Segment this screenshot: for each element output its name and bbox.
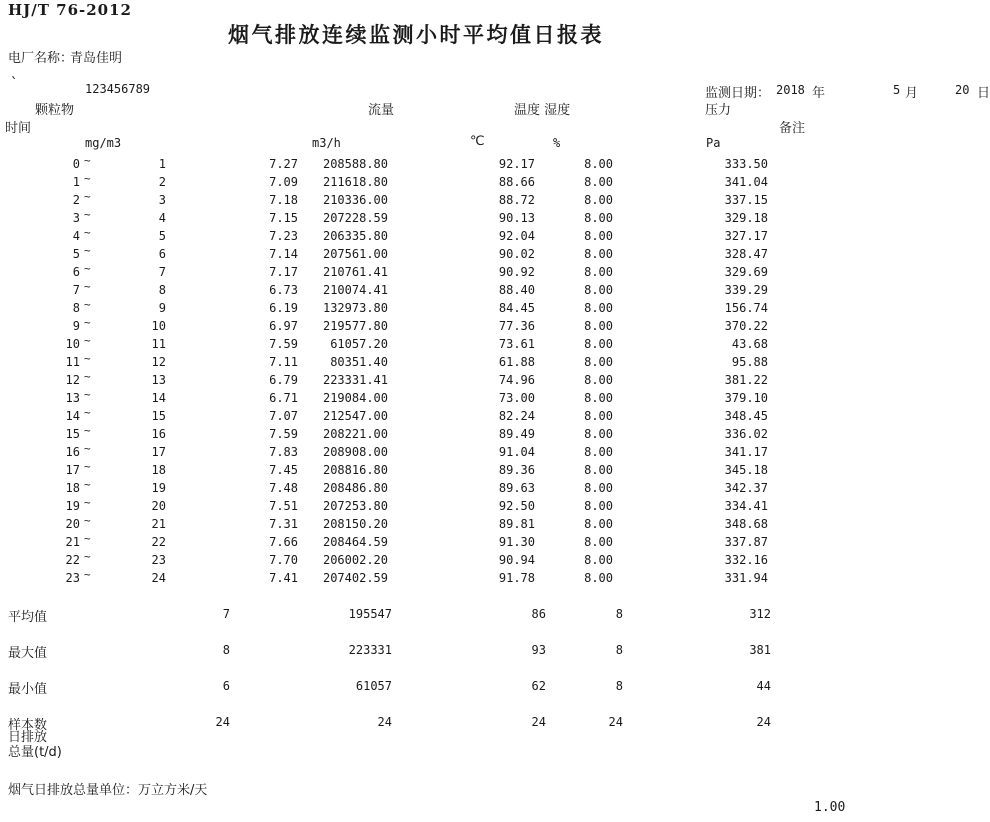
table-row <box>0 478 990 496</box>
pm-value-cell: 7.15 <box>269 211 298 225</box>
range-tilde: ~ <box>84 154 91 167</box>
temp-value-cell: 89.81 <box>498 517 535 531</box>
range-tilde: ~ <box>84 424 91 437</box>
table-row <box>0 460 990 478</box>
humidity-value-cell: 8.00 <box>584 157 613 171</box>
temp-value-cell: 89.36 <box>498 463 535 477</box>
pressure-value-cell: 43.68 <box>731 337 768 351</box>
temp-value-cell: 90.13 <box>498 211 535 225</box>
column-header-remark: 备注 <box>779 121 806 136</box>
humidity-value-cell: 8.00 <box>584 535 613 549</box>
summary-humidity-cell: 8 <box>615 643 623 657</box>
pm-value-cell: 7.11 <box>269 355 298 369</box>
pm-value-cell: 7.17 <box>269 265 298 279</box>
range-tilde: ~ <box>84 532 91 545</box>
temp-value-cell: 82.24 <box>498 409 535 423</box>
pressure-value-cell: 329.69 <box>724 265 768 279</box>
temp-value-cell: 90.94 <box>498 553 535 567</box>
humidity-value-cell: 8.00 <box>584 481 613 495</box>
table-row <box>0 532 990 550</box>
range-tilde: ~ <box>84 478 91 491</box>
flow-value-cell: 61057.20 <box>330 337 388 351</box>
table-row <box>0 370 990 388</box>
flow-value-cell: 80351.40 <box>330 355 388 369</box>
pm-value-cell: 7.59 <box>269 427 298 441</box>
hour-start-cell: 16 <box>65 445 80 459</box>
hour-start-cell: 11 <box>65 355 80 369</box>
range-tilde: ~ <box>84 388 91 401</box>
flow-value-cell: 207561.00 <box>322 247 388 261</box>
table-row <box>0 244 990 262</box>
flow-value-cell: 219577.80 <box>322 319 388 333</box>
temp-value-cell: 88.72 <box>498 193 535 207</box>
hour-end-cell: 7 <box>158 265 166 279</box>
hour-start-cell: 0 <box>72 157 80 171</box>
temp-value-cell: 92.50 <box>498 499 535 513</box>
flow-value-cell: 211618.80 <box>322 175 388 189</box>
hour-start-cell: 1 <box>72 175 80 189</box>
temp-value-cell: 89.63 <box>498 481 535 495</box>
hour-end-cell: 2 <box>158 175 166 189</box>
humidity-value-cell: 8.00 <box>584 211 613 225</box>
temp-value-cell: 88.40 <box>498 283 535 297</box>
flow-value-cell: 208464.59 <box>322 535 388 549</box>
hour-end-cell: 18 <box>151 463 166 477</box>
humidity-unit: % <box>553 136 561 150</box>
summary-row <box>0 708 990 744</box>
pm-value-cell: 7.83 <box>269 445 298 459</box>
hour-start-cell: 5 <box>72 247 80 261</box>
range-tilde: ~ <box>84 172 91 185</box>
hour-end-cell: 10 <box>151 319 166 333</box>
humidity-value-cell: 8.00 <box>584 445 613 459</box>
pm-value-cell: 7.18 <box>269 193 298 207</box>
summary-humidity-cell: 8 <box>615 679 623 693</box>
pressure-unit: Pa <box>706 136 721 150</box>
summary-pressure-cell: 24 <box>756 715 771 729</box>
range-tilde: ~ <box>84 550 91 563</box>
column-header-temp-humidity: 温度 湿度 <box>514 103 571 118</box>
range-tilde: ~ <box>84 460 91 473</box>
table-row <box>0 298 990 316</box>
flow-value-cell: 207253.80 <box>322 499 388 513</box>
hour-start-cell: 8 <box>72 301 80 315</box>
pm-value-cell: 7.07 <box>269 409 298 423</box>
hour-start-cell: 3 <box>72 211 80 225</box>
pm-value-cell: 6.19 <box>269 301 298 315</box>
summary-label: 平均值 <box>8 610 48 625</box>
temp-value-cell: 91.04 <box>498 445 535 459</box>
summary-temp-cell: 24 <box>531 715 546 729</box>
flow-value-cell: 208486.80 <box>322 481 388 495</box>
humidity-value-cell: 8.00 <box>584 175 613 189</box>
range-tilde: ~ <box>84 514 91 527</box>
hour-start-cell: 14 <box>65 409 80 423</box>
humidity-value-cell: 8.00 <box>584 283 613 297</box>
pressure-value-cell: 381.22 <box>724 373 768 387</box>
summary-humidity-cell: 8 <box>615 607 623 621</box>
year-unit: 年 <box>812 86 826 101</box>
table-row <box>0 352 990 370</box>
pm-value-cell: 6.71 <box>269 391 298 405</box>
summary-humidity-cell: 24 <box>608 715 623 729</box>
table-row <box>0 262 990 280</box>
hour-start-cell: 4 <box>72 229 80 243</box>
summary-pm-cell: 24 <box>215 715 230 729</box>
summary-label: 样本数 <box>8 718 48 733</box>
hour-end-cell: 23 <box>151 553 166 567</box>
humidity-value-cell: 8.00 <box>584 373 613 387</box>
pm-value-cell: 7.48 <box>269 481 298 495</box>
pressure-value-cell: 332.16 <box>724 553 768 567</box>
hour-start-cell: 2 <box>72 193 80 207</box>
humidity-value-cell: 8.00 <box>584 247 613 261</box>
summary-pm-cell: 6 <box>222 679 230 693</box>
hour-start-cell: 22 <box>65 553 80 567</box>
flow-unit: m3/h <box>312 136 341 150</box>
summary-label: 最小值 <box>8 682 48 697</box>
pressure-value-cell: 339.29 <box>724 283 768 297</box>
column-header-pressure: 压力 <box>705 103 732 118</box>
temp-value-cell: 73.61 <box>498 337 535 351</box>
pressure-value-cell: 348.68 <box>724 517 768 531</box>
pressure-value-cell: 341.17 <box>724 445 768 459</box>
temp-value-cell: 73.00 <box>498 391 535 405</box>
range-tilde: ~ <box>84 280 91 293</box>
humidity-value-cell: 8.00 <box>584 337 613 351</box>
range-tilde: ~ <box>84 568 91 581</box>
pressure-value-cell: 327.17 <box>724 229 768 243</box>
flow-value-cell: 208221.00 <box>322 427 388 441</box>
pressure-value-cell: 345.18 <box>724 463 768 477</box>
pm-value-cell: 7.51 <box>269 499 298 513</box>
temp-value-cell: 77.36 <box>498 319 535 333</box>
hour-end-cell: 5 <box>158 229 166 243</box>
temp-value-cell: 91.78 <box>498 571 535 585</box>
report-title: 烟气排放连续监测小时平均值日报表 <box>228 23 604 47</box>
pm-value-cell: 7.45 <box>269 463 298 477</box>
daily-total-label: 总量(t/d) <box>8 745 62 760</box>
temp-value-cell: 91.30 <box>498 535 535 549</box>
summary-temp-cell: 93 <box>531 643 546 657</box>
summary-pressure-cell: 44 <box>756 679 771 693</box>
daily-emission-label: 日排放 <box>8 730 48 745</box>
summary-temp-cell: 62 <box>531 679 546 693</box>
hour-start-cell: 23 <box>65 571 80 585</box>
humidity-value-cell: 8.00 <box>584 517 613 531</box>
hour-end-cell: 17 <box>151 445 166 459</box>
pressure-value-cell: 370.22 <box>724 319 768 333</box>
humidity-value-cell: 8.00 <box>584 319 613 333</box>
range-tilde: ~ <box>84 226 91 239</box>
range-tilde: ~ <box>84 190 91 203</box>
summary-flow-cell: 195547 <box>348 607 392 621</box>
pressure-value-cell: 379.10 <box>724 391 768 405</box>
flow-value-cell: 210074.41 <box>322 283 388 297</box>
hour-start-cell: 15 <box>65 427 80 441</box>
hour-start-cell: 21 <box>65 535 80 549</box>
hour-start-cell: 19 <box>65 499 80 513</box>
flow-value-cell: 207228.59 <box>322 211 388 225</box>
pm-value-cell: 6.97 <box>269 319 298 333</box>
temp-value-cell: 92.17 <box>498 157 535 171</box>
flow-value-cell: 210761.41 <box>322 265 388 279</box>
temp-value-cell: 88.66 <box>498 175 535 189</box>
pressure-value-cell: 337.15 <box>724 193 768 207</box>
humidity-value-cell: 8.00 <box>584 499 613 513</box>
range-tilde: ~ <box>84 406 91 419</box>
table-row <box>0 568 990 586</box>
hour-end-cell: 21 <box>151 517 166 531</box>
monitor-date-year: 2018 <box>776 83 805 97</box>
pressure-value-cell: 333.50 <box>724 157 768 171</box>
hour-end-cell: 6 <box>158 247 166 261</box>
range-tilde: ~ <box>84 370 91 383</box>
hour-start-cell: 13 <box>65 391 80 405</box>
pm-value-cell: 7.70 <box>269 553 298 567</box>
pm-value-cell: 7.27 <box>269 157 298 171</box>
hour-end-cell: 24 <box>151 571 166 585</box>
pm-value-cell: 7.23 <box>269 229 298 243</box>
summary-temp-cell: 86 <box>531 607 546 621</box>
pressure-value-cell: 341.04 <box>724 175 768 189</box>
hour-end-cell: 13 <box>151 373 166 387</box>
table-row <box>0 496 990 514</box>
hour-end-cell: 15 <box>151 409 166 423</box>
hour-start-cell: 20 <box>65 517 80 531</box>
hour-start-cell: 9 <box>72 319 80 333</box>
hour-end-cell: 20 <box>151 499 166 513</box>
flow-value-cell: 207402.59 <box>322 571 388 585</box>
plant-name-value: 青岛佳明 <box>70 51 123 66</box>
pm-value-cell: 6.73 <box>269 283 298 297</box>
humidity-value-cell: 8.00 <box>584 301 613 315</box>
hour-start-cell: 7 <box>72 283 80 297</box>
summary-row <box>0 672 990 708</box>
humidity-value-cell: 8.00 <box>584 571 613 585</box>
pressure-value-cell: 334.41 <box>724 499 768 513</box>
humidity-value-cell: 8.00 <box>584 265 613 279</box>
pressure-value-cell: 328.47 <box>724 247 768 261</box>
temp-value-cell: 90.02 <box>498 247 535 261</box>
range-tilde: ~ <box>84 334 91 347</box>
summary-rows <box>0 600 990 744</box>
pressure-value-cell: 342.37 <box>724 481 768 495</box>
table-row <box>0 226 990 244</box>
pressure-value-cell: 348.45 <box>724 409 768 423</box>
pressure-value-cell: 329.18 <box>724 211 768 225</box>
table-row <box>0 316 990 334</box>
summary-flow-cell: 223331 <box>348 643 392 657</box>
plant-name-label: 电厂名称： <box>8 51 74 66</box>
summary-flow-cell: 24 <box>377 715 392 729</box>
footer-value: 1.00 <box>814 800 846 815</box>
day-unit: 日 <box>977 86 990 101</box>
flue-gas-unit-note: 烟气日排放总量单位：万立方米/天 <box>8 783 208 798</box>
hour-end-cell: 1 <box>158 157 166 171</box>
table-row <box>0 424 990 442</box>
table-row <box>0 154 990 172</box>
flow-value-cell: 208816.80 <box>322 463 388 477</box>
table-row <box>0 280 990 298</box>
pm-value-cell: 7.31 <box>269 517 298 531</box>
flow-value-cell: 208150.20 <box>322 517 388 531</box>
hour-end-cell: 12 <box>151 355 166 369</box>
pressure-value-cell: 331.94 <box>724 571 768 585</box>
serial-number: 123456789 <box>85 82 151 96</box>
temp-value-cell: 84.45 <box>498 301 535 315</box>
hour-end-cell: 4 <box>158 211 166 225</box>
range-tilde: ~ <box>84 316 91 329</box>
hour-end-cell: 8 <box>158 283 166 297</box>
table-row <box>0 388 990 406</box>
table-row <box>0 334 990 352</box>
monitor-date-month: 5 <box>893 83 901 97</box>
serial-tick-mark: ` <box>10 76 19 92</box>
flow-value-cell: 208588.80 <box>322 157 388 171</box>
hour-start-cell: 17 <box>65 463 80 477</box>
hour-start-cell: 6 <box>72 265 80 279</box>
range-tilde: ~ <box>84 244 91 257</box>
flow-value-cell: 206335.80 <box>322 229 388 243</box>
pm-unit: mg/m3 <box>85 136 122 150</box>
hour-start-cell: 12 <box>65 373 80 387</box>
flow-value-cell: 208908.00 <box>322 445 388 459</box>
humidity-value-cell: 8.00 <box>584 193 613 207</box>
pm-value-cell: 6.79 <box>269 373 298 387</box>
pressure-value-cell: 156.74 <box>724 301 768 315</box>
table-row <box>0 190 990 208</box>
temp-value-cell: 90.92 <box>498 265 535 279</box>
pm-value-cell: 7.09 <box>269 175 298 189</box>
temp-value-cell: 74.96 <box>498 373 535 387</box>
hour-end-cell: 9 <box>158 301 166 315</box>
pm-value-cell: 7.66 <box>269 535 298 549</box>
table-row <box>0 442 990 460</box>
summary-label: 最大值 <box>8 646 48 661</box>
hour-end-cell: 22 <box>151 535 166 549</box>
range-tilde: ~ <box>84 262 91 275</box>
range-tilde: ~ <box>84 352 91 365</box>
temp-value-cell: 61.88 <box>498 355 535 369</box>
hour-end-cell: 14 <box>151 391 166 405</box>
range-tilde: ~ <box>84 298 91 311</box>
pressure-value-cell: 337.87 <box>724 535 768 549</box>
summary-row <box>0 600 990 636</box>
summary-pm-cell: 8 <box>222 643 230 657</box>
hour-start-cell: 10 <box>65 337 80 351</box>
hour-end-cell: 3 <box>158 193 166 207</box>
humidity-value-cell: 8.00 <box>584 409 613 423</box>
pm-value-cell: 7.41 <box>269 571 298 585</box>
column-header-time: 时间 <box>5 121 32 136</box>
hourly-data-rows <box>0 154 990 586</box>
humidity-value-cell: 8.00 <box>584 553 613 567</box>
standard-code: HJ/T 76-2012 <box>8 1 132 19</box>
humidity-value-cell: 8.00 <box>584 391 613 405</box>
temp-unit: ℃ <box>470 134 485 149</box>
monitor-date-label: 监测日期： <box>705 86 771 101</box>
flow-value-cell: 132973.80 <box>322 301 388 315</box>
hour-end-cell: 16 <box>151 427 166 441</box>
summary-pressure-cell: 381 <box>749 643 771 657</box>
flow-value-cell: 212547.00 <box>322 409 388 423</box>
pm-value-cell: 7.14 <box>269 247 298 261</box>
humidity-value-cell: 8.00 <box>584 463 613 477</box>
range-tilde: ~ <box>84 208 91 221</box>
table-row <box>0 208 990 226</box>
flow-value-cell: 210336.00 <box>322 193 388 207</box>
column-header-flow: 流量 <box>368 103 395 118</box>
table-row <box>0 406 990 424</box>
pm-value-cell: 7.59 <box>269 337 298 351</box>
humidity-value-cell: 8.00 <box>584 229 613 243</box>
month-unit: 月 <box>905 86 919 101</box>
summary-flow-cell: 61057 <box>355 679 392 693</box>
pressure-value-cell: 95.88 <box>731 355 768 369</box>
table-row <box>0 514 990 532</box>
flow-value-cell: 206002.20 <box>322 553 388 567</box>
hour-end-cell: 19 <box>151 481 166 495</box>
monitor-date-day: 20 <box>955 83 970 97</box>
humidity-value-cell: 8.00 <box>584 427 613 441</box>
table-row <box>0 550 990 568</box>
range-tilde: ~ <box>84 496 91 509</box>
humidity-value-cell: 8.00 <box>584 355 613 369</box>
pressure-value-cell: 336.02 <box>724 427 768 441</box>
flow-value-cell: 219084.00 <box>322 391 388 405</box>
column-header-pm: 颗粒物 <box>35 103 75 118</box>
flow-value-cell: 223331.41 <box>322 373 388 387</box>
summary-pm-cell: 7 <box>222 607 230 621</box>
table-row <box>0 172 990 190</box>
temp-value-cell: 92.04 <box>498 229 535 243</box>
hour-start-cell: 18 <box>65 481 80 495</box>
summary-row <box>0 636 990 672</box>
temp-value-cell: 89.49 <box>498 427 535 441</box>
summary-pressure-cell: 312 <box>749 607 771 621</box>
hour-end-cell: 11 <box>151 337 166 351</box>
range-tilde: ~ <box>84 442 91 455</box>
